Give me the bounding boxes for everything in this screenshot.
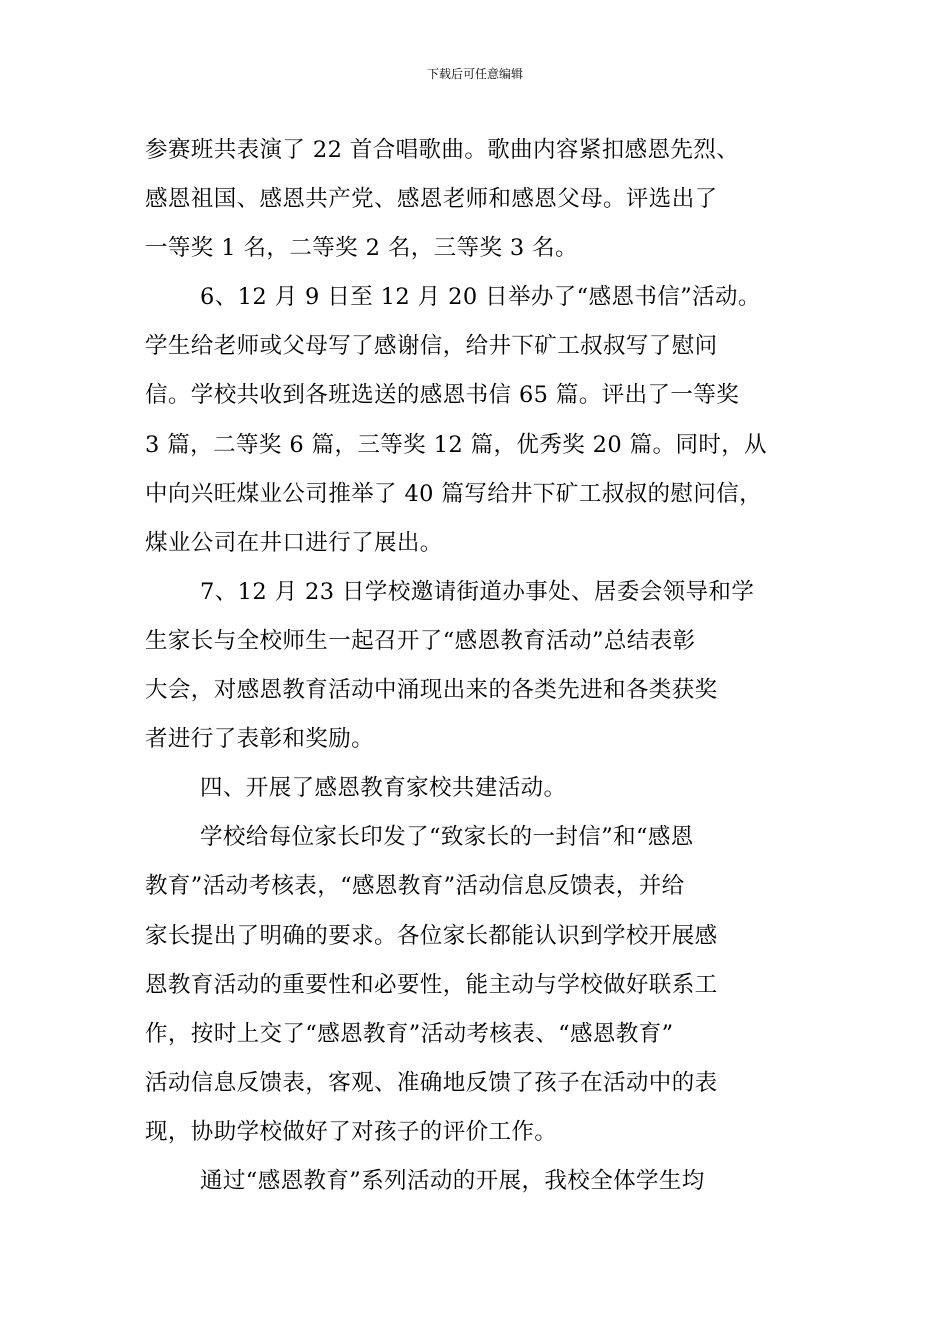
text-line: 学校给每位家长印发了“致家长的一封信”和“感恩	[200, 824, 694, 851]
text-line: 6、12 月 9 日至 12 月 20 日举办了“感恩书信”活动。	[200, 284, 761, 311]
text-line: 中向兴旺煤业公司推举了 40 篇写给井下矿工叔叔的慰问信，	[145, 480, 763, 507]
text-line: 参赛班共表演了 22 首合唱歌曲。歌曲内容紧扣感恩先烈、	[145, 137, 740, 163]
page-header: 下载后可任意编辑	[426, 67, 523, 81]
text-line: 活动信息反馈表，客观、准确地反馈了孩子在活动中的表	[145, 1069, 718, 1096]
document-body	[145, 126, 805, 1206]
text-line: 大会，对感恩教育活动中涌现出来的各类先进和各类获奖	[145, 677, 718, 704]
text-line: 煤业公司在井口进行了展出。	[145, 529, 443, 556]
text-line: 家长提出了明确的要求。各位家长都能认识到学校开展感	[145, 922, 718, 949]
text-line: 者进行了表彰和奖励。	[145, 726, 375, 753]
text-line: 一等奖 1 名，二等奖 2 名，三等奖 3 名。	[145, 235, 578, 262]
text-line: 现，协助学校做好了对孩子的评价工作。	[145, 1118, 558, 1145]
text-line: 通过“感恩教育”系列活动的开展，我校全体学生均	[200, 1167, 705, 1194]
text-line: 7、12 月 23 日学校邀请街道办事处、居委会领导和学	[200, 578, 755, 605]
text-line: 信。学校共收到各班选送的感恩书信 65 篇。评出了一等奖	[145, 382, 740, 409]
text-line: 教育”活动考核表，“感恩教育”活动信息反馈表，并给	[145, 873, 685, 900]
text-line: 感恩祖国、感恩共产党、感恩老师和感恩父母。评选出了	[145, 186, 718, 213]
text-line: 恩教育活动的重要性和必要性，能主动与学校做好联系工	[145, 971, 718, 998]
text-line: 学生给老师或父母写了感谢信，给井下矿工叔叔写了慰问	[145, 333, 718, 360]
text-line: 四、开展了感恩教育家校共建活动。	[200, 775, 567, 802]
text-line: 作，按时上交了“感恩教育”活动考核表、“感恩教育”	[145, 1020, 674, 1047]
text-line: 生家长与全校师生一起召开了“感恩教育活动”总结表彰	[145, 627, 696, 654]
text-line: 3 篇，二等奖 6 篇，三等奖 12 篇，优秀奖 20 篇。同时，从	[145, 431, 768, 458]
